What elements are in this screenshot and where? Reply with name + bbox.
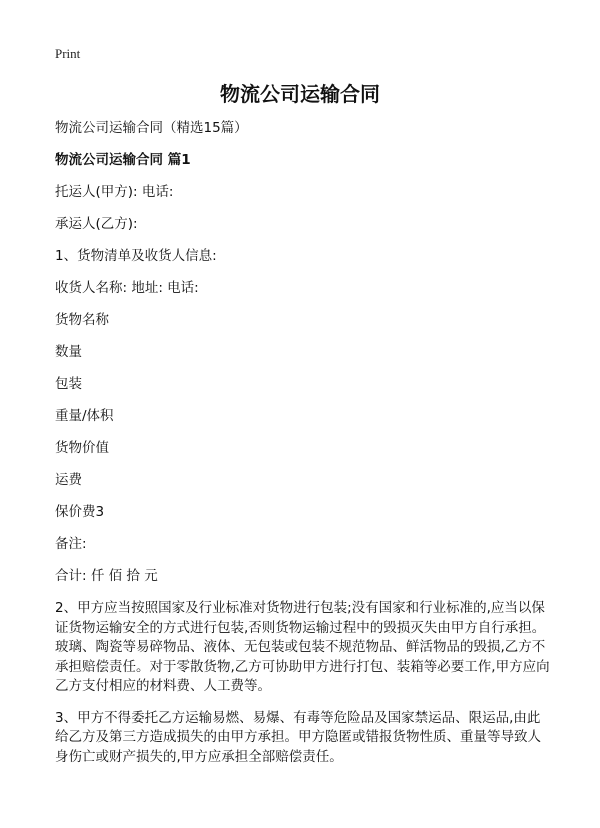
paragraph-packaging: 包装	[55, 376, 82, 392]
paragraph-freight: 运费	[55, 472, 82, 488]
paragraph-consignee: 收货人名称: 地址: 电话:	[55, 280, 199, 296]
paragraph-goods-value: 货物价值	[55, 440, 109, 456]
paragraph-insurance-fee: 保价费3	[55, 504, 105, 520]
paragraph-quantity: 数量	[55, 344, 82, 360]
paragraph-total: 合计: 仟 佰 拾 元	[55, 568, 158, 584]
paragraph-carrier: 承运人(乙方):	[55, 216, 138, 232]
document-body	[55, 119, 550, 779]
paragraph-clause-2: 2、甲方应当按照国家及行业标准对货物进行包装;没有国家和行业标准的,应当以保证货物运输安全的方式进行包装,否则货物运输过程中的毁损灭失由甲方自行承担。玻璃、陶瓷等易碎物品、液体、无包装或包装不规范物品、鲜活物品的毁损,乙方不承担赔偿责任。对于零散货物,乙方可协助甲方进行打包、装箱等必要工作,甲方应向乙方支付相应的材料费、人工费等。	[55, 600, 550, 694]
paragraph-clause-3: 3、甲方不得委托乙方运输易燃、易爆、有毒等危险品及国家禁运品、限运品,由此给乙方及第三方造成损失的由甲方承担。甲方隐匿或错报货物性质、重量等导致人身伤亡或财产损失的,甲方应承担全部赔偿责任。	[55, 709, 541, 765]
document-title: 物流公司运输合同	[220, 82, 380, 106]
paragraph-goods-name: 货物名称	[55, 312, 109, 328]
paragraph-shipper: 托运人(甲方): 电话:	[55, 184, 174, 200]
paragraph-remarks: 备注:	[55, 536, 87, 552]
paragraph-weight-volume: 重量/体积	[55, 408, 114, 424]
print-link[interactable]: Print	[55, 46, 81, 61]
paragraph-subtitle: 物流公司运输合同（精选15篇）	[55, 120, 248, 136]
paragraph-clause-1: 1、货物清单及收货人信息:	[55, 248, 217, 264]
section-heading: 物流公司运输合同 篇1	[55, 152, 191, 168]
